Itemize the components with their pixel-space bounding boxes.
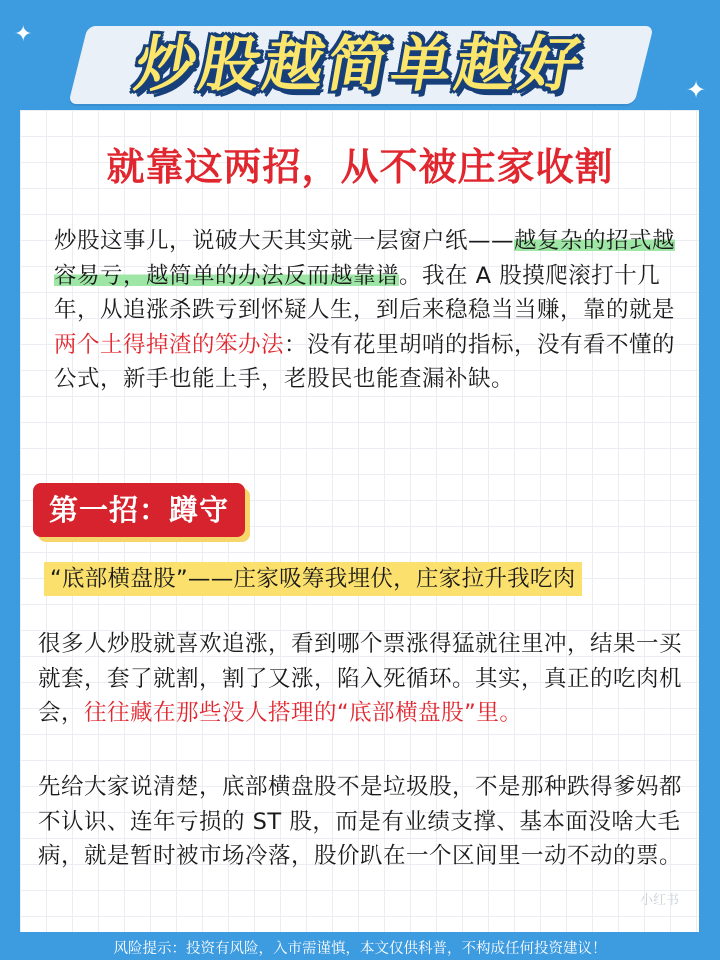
body-emphasis: 往往藏在那些没人搭理的“底部横盘股”里。 — [84, 700, 523, 726]
section-badge: 第一招：蹲守 — [33, 483, 245, 537]
sparkle-icon: ✦ — [686, 76, 707, 104]
body-paragraph — [38, 627, 690, 731]
intro-emphasis: 两个土得掉渣的笨办法 — [54, 331, 285, 358]
watermark: 小红书 — [640, 893, 680, 908]
intro-text: 。我在 A 股摸爬滚打十几年，从追涨杀跌亏到怀疑人生，到后来稳稳当当赚，靠的就是 — [54, 262, 676, 323]
intro-text: ：没有花里胡哨的指标，没有看不懂的公式，新手也能上手，老股民也能查漏补缺。 — [54, 331, 676, 392]
sparkle-icon: ✦ — [14, 22, 33, 47]
page-subtitle: 就靠这两招，从不被庄家收割 — [106, 145, 614, 189]
intro-text: 炒股这事儿，说破大天其实就一层窗户纸—— — [54, 228, 515, 254]
body-paragraph: 先给大家说清楚，底部横盘股不是垃圾股，不是那种跌得爹妈都不认识、连年亏损的 ST 股，而是有业绩支撑、基本面没啥大毛病，就是暂时被市场冷落，股价趴在一个区间里一动不动的票。 — [38, 774, 683, 869]
intro-paragraph — [54, 224, 682, 397]
risk-disclaimer: 风险提示：投资有风险，入市需谨慎，本文仅供科普，不构成任何投资建议！ — [113, 941, 607, 957]
section-callout: “底部横盘股”——庄家吸筹我埋伏，庄家拉升我吃肉 — [44, 562, 582, 596]
page-title: 炒股越简单越好 — [129, 30, 591, 100]
intro-highlight: 越复杂的招式越容易亏，越简单的办法反而越靠谱 — [54, 228, 676, 289]
body-text: 很多人炒股就喜欢追涨，看到哪个票涨得猛就往里冲，结果一买就套，套了就割，割了又涨，陷入死循环。其实，真正的吃肉机会， — [38, 631, 683, 726]
